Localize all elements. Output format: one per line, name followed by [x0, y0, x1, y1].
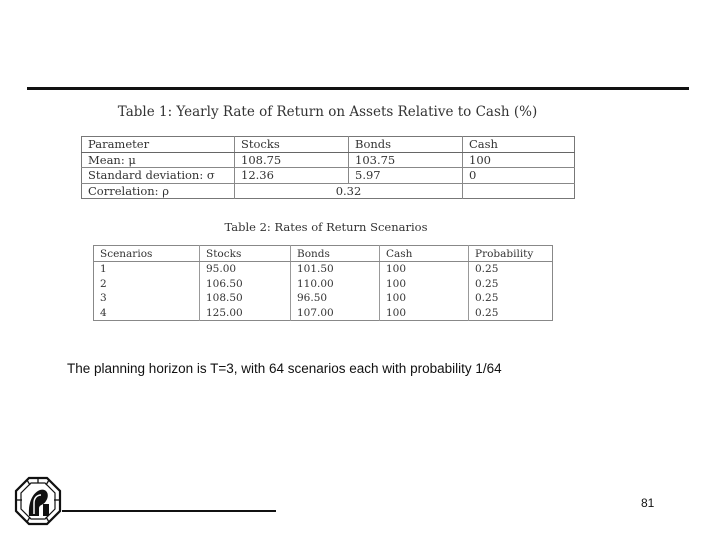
octagon-seal-logo-icon — [14, 476, 62, 526]
table-cell: 108.75 — [235, 152, 349, 168]
scenarios-table — [93, 245, 553, 321]
table-cell: 110.00 — [291, 277, 380, 292]
table-cell: 0.25 — [475, 277, 499, 290]
table-row — [82, 152, 575, 168]
table2-caption: Table 2: Rates of Return Scenarios — [224, 220, 428, 234]
correlation-label: Correlation: ρ — [82, 183, 235, 199]
table-cell: 107.00 — [291, 306, 380, 321]
table-cell: 0.25 — [475, 263, 499, 276]
table-cell: 0.25 — [475, 292, 499, 305]
table-cell — [463, 183, 575, 199]
table-cell: 5.97 — [349, 168, 463, 184]
table-cell: 100 — [380, 306, 469, 321]
header-cell: Probability — [469, 246, 553, 262]
table-cell: Mean: μ — [82, 152, 235, 168]
table-cell: 100 — [380, 277, 469, 292]
top-rule — [27, 87, 689, 90]
table1-caption: Table 1: Yearly Rate of Return on Assets Relative to Cash (%) — [117, 104, 538, 120]
header-cell: Bonds — [349, 137, 463, 153]
planning-horizon-text: The planning horizon is T=3, with 64 scenarios each with probability 1/64 — [67, 361, 502, 376]
table-cell: 100 — [463, 152, 575, 168]
table-cell: 0 — [463, 168, 575, 184]
table-cell: 125.00 — [200, 306, 291, 321]
table-cell: 106.50 — [200, 277, 291, 292]
header-cell: Cash — [463, 137, 575, 153]
table-row — [82, 183, 575, 199]
header-cell: Stocks — [235, 137, 349, 153]
table-cell: 4 — [94, 306, 200, 321]
header-cell: Scenarios — [94, 246, 200, 262]
table-row — [94, 277, 553, 292]
table-cell: 1 — [94, 262, 200, 277]
page-number: 81 — [641, 496, 655, 510]
table-header-row — [82, 137, 575, 153]
table-cell: 108.50 — [200, 291, 291, 306]
header-cell: Parameter — [82, 137, 235, 153]
table-cell: Standard deviation: σ — [82, 168, 235, 184]
return-table — [81, 136, 575, 199]
table-row — [94, 262, 553, 277]
table-header-row — [94, 246, 553, 262]
table-cell: 3 — [94, 291, 200, 306]
table-cell: 100 — [380, 291, 469, 306]
header-cell: Cash — [380, 246, 469, 262]
table-cell: 12.36 — [235, 168, 349, 184]
header-cell: Bonds — [291, 246, 380, 262]
table-cell: 101.50 — [291, 262, 380, 277]
table-cell: 2 — [94, 277, 200, 292]
table-cell: 103.75 — [349, 152, 463, 168]
table-cell: 0.25 — [475, 306, 499, 319]
table-cell: 95.00 — [200, 262, 291, 277]
table-row — [82, 168, 575, 184]
header-cell: Stocks — [200, 246, 291, 262]
table-row — [94, 306, 553, 321]
table-cell: 100 — [380, 262, 469, 277]
table-cell: 96.50 — [291, 291, 380, 306]
table-row — [94, 291, 553, 306]
correlation-value: 0.32 — [235, 183, 463, 199]
footer-rule — [62, 510, 276, 512]
